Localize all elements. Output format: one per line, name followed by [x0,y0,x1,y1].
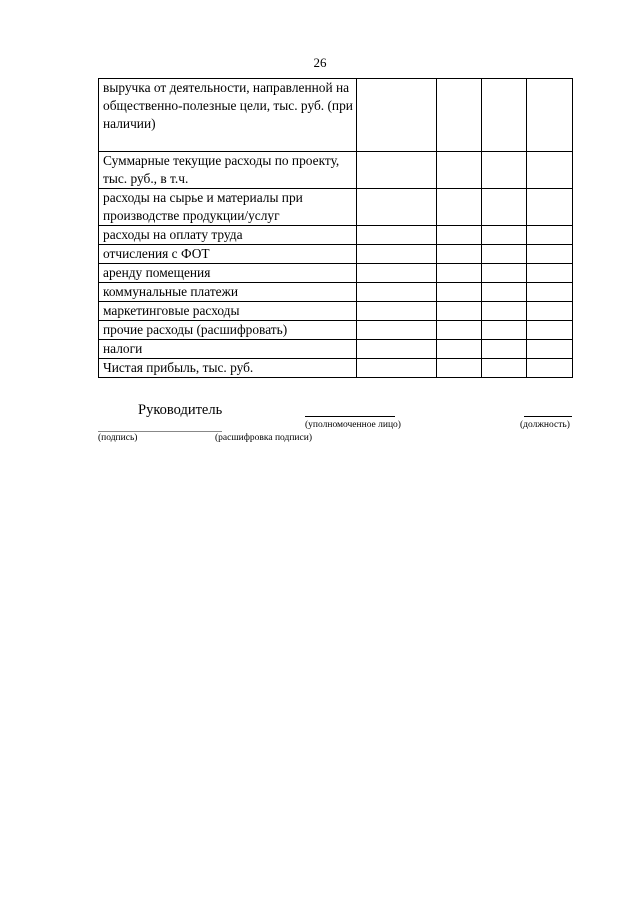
value-cell [527,79,573,152]
value-cell [437,283,482,302]
caption-authorized-person: (уполномоченное лицо) [305,420,401,430]
value-cell [357,359,437,378]
table-row [99,245,573,264]
page-number: 26 [313,55,327,70]
row-label: отчисления с ФОТ [99,245,357,264]
row-label: прочие расходы (расшифровать) [99,321,357,340]
table-row [99,321,573,340]
table-row [99,340,573,359]
value-cell [437,359,482,378]
table-row [99,189,573,226]
value-cell [357,283,437,302]
value-cell [482,302,527,321]
table-row [99,359,573,378]
signature-line [98,431,222,432]
row-label: налоги [99,340,357,359]
value-cell [357,226,437,245]
position-line [524,416,572,417]
value-cell [357,152,437,189]
authorized-person-line [305,416,395,417]
caption-signature: (подпись) [98,433,138,443]
value-cell [527,245,573,264]
caption-signature-decoding: (расшифровка подписи) [215,433,312,443]
table-row [99,226,573,245]
table-row [99,302,573,321]
value-cell [527,152,573,189]
value-cell [357,245,437,264]
value-cell [527,359,573,378]
value-cell [482,283,527,302]
value-cell [482,152,527,189]
row-label: выручка от деятельности, направленной на общественно-полезные цели, тыс. руб. (при наличии) [99,79,357,152]
row-label: Суммарные текущие расходы по проекту, тыс. руб., в т.ч. [99,152,357,189]
value-cell [482,189,527,226]
value-cell [437,340,482,359]
value-cell [482,226,527,245]
value-cell [527,226,573,245]
value-cell [437,264,482,283]
value-cell [357,340,437,359]
value-cell [482,264,527,283]
value-cell [357,302,437,321]
value-cell [437,245,482,264]
value-cell [482,359,527,378]
row-label: Чистая прибыль, тыс. руб. [99,359,357,378]
value-cell [482,321,527,340]
value-cell [527,321,573,340]
value-cell [527,189,573,226]
caption-position: (должность) [520,420,570,430]
value-cell [482,340,527,359]
value-cell [437,226,482,245]
value-cell [437,79,482,152]
row-label: расходы на оплату труда [99,226,357,245]
value-cell [482,245,527,264]
value-cell [357,264,437,283]
value-cell [437,189,482,226]
value-cell [437,152,482,189]
value-cell [527,264,573,283]
value-cell [357,321,437,340]
table-row [99,283,573,302]
row-label: коммунальные платежи [99,283,357,302]
table-row [99,264,573,283]
value-cell [527,283,573,302]
value-cell [357,189,437,226]
value-cell [527,340,573,359]
value-cell [437,321,482,340]
financial-table [98,78,573,378]
value-cell [527,302,573,321]
value-cell [482,79,527,152]
value-cell [437,302,482,321]
row-label: расходы на сырье и материалы при производстве продукции/услуг [99,189,357,226]
signature-title: Руководитель [138,402,223,418]
row-label: аренду помещения [99,264,357,283]
value-cell [357,79,437,152]
table-row [99,152,573,189]
table-row [99,79,573,152]
row-label: маркетинговые расходы [99,302,357,321]
